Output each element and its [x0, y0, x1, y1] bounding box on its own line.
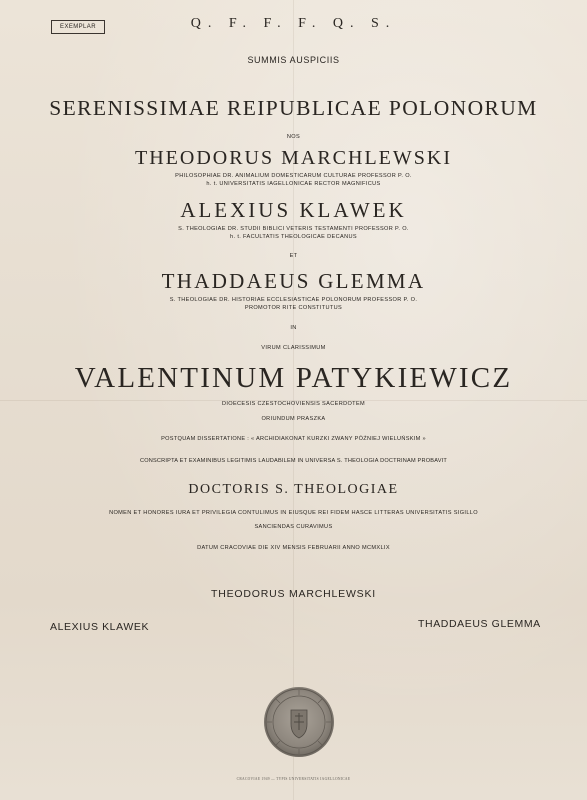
university-seal-icon	[263, 686, 335, 758]
rector-title-2: h. t. UNIVERSITATIS IAGELLONICAE RECTOR MAGNIFICUS	[206, 181, 381, 187]
et-word: ET	[289, 253, 298, 259]
dean-title-2: h. t. FACULTATIS THEOLOGICAE DECANUS	[230, 234, 357, 240]
rector-name: THEODORUS MARCHLEWSKI	[135, 147, 452, 169]
signature-rector: THEODORUS MARCHLEWSKI	[211, 588, 376, 600]
promotor-title-1: S. THEOLOGIAE DR. HISTORIAE ECCLESIASTICAE POLONORUM PROFESSOR P. O.	[169, 297, 418, 303]
conferral-line: NOMEN ET HONORES IURA ET PRIVILEGIA CONTULIMUS IN EIUSQUE REI FIDEM HASCE LITTERAS UNIVERSITATIS SIGILLO	[109, 510, 478, 516]
candidate-title: DIOECESIS CZESTOCHOVIENSIS SACERDOTEM	[221, 401, 366, 407]
rector-title-1: PHILOSOPHIAE DR. ANIMALIUM DOMESTICARUM CULTURAE PROFESSOR P. O.	[175, 173, 412, 179]
header-abbreviation: Q. F. F. F. Q. S.	[190, 16, 397, 31]
auspices-line: SUMMIS AUSPICIIS	[247, 55, 340, 65]
virum-line: VIRUM CLARISSIMUM	[261, 345, 326, 351]
degree-title: DOCTORIS S. THEOLOGIAE	[188, 482, 399, 497]
promotor-title-2: PROMOTOR RITE CONSTITUTUS	[244, 305, 343, 311]
nos-word: NOS	[286, 134, 301, 140]
candidate-name: VALENTINUM PATYKIEWICZ	[74, 362, 513, 394]
dean-title-1: S. THEOLOGIAE DR. STUDII BIBLICI VETERIS TESTAMENTI PROFESSOR P. O.	[178, 226, 409, 232]
candidate-origin: ORIUNDUM PRASZKA	[261, 416, 326, 422]
date-line: DATUM CRACOVIAE DIE XIV MENSIS FEBRUARII ANNO MCMXLIX	[197, 545, 390, 551]
printer-footer: CRACOVIAE 1949 — TYPIS UNIVERSITATIS IAGELLONICAE	[236, 777, 351, 781]
promotor-name: THADDAEUS GLEMMA	[161, 269, 426, 293]
dean-name: ALEXIUS KLAWEK	[180, 198, 407, 222]
republic-title: SERENISSIMAE REIPUBLICAE POLONORUM	[49, 96, 538, 120]
dissertation-line: POSTQUAM DISSERTATIONE : « ARCHIDIAKONAT KURZKI ZWANY PÓŹNIEJ WIELUŃSKIM »	[161, 436, 426, 442]
examination-line: CONSCRIPTA ET EXAMINIBUS LEGITIMIS LAUDABILEM IN UNIVERSA S. THEOLOGIA DOCTRINAM PROBAVIT	[139, 458, 448, 464]
in-word: IN	[290, 325, 297, 331]
signature-dean: ALEXIUS KLAWEK	[50, 621, 150, 633]
sanciendas-line: SANCIENDAS CURAVIMUS	[254, 524, 333, 530]
signature-promotor: THADDAEUS GLEMMA	[418, 618, 541, 630]
exemplar-stamp: EXEMPLAR	[51, 20, 105, 34]
